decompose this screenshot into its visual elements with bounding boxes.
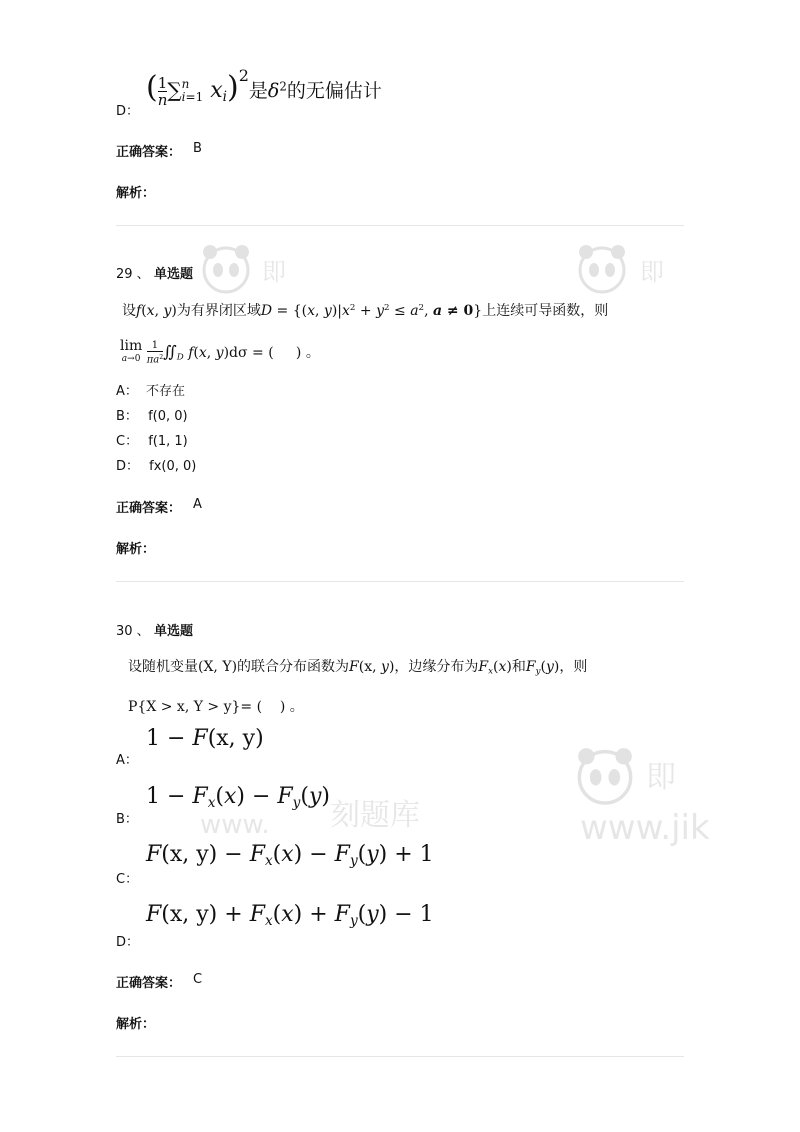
q28-answer-value: B — [193, 141, 202, 156]
q29-stem-line2: lim a→0 $\frac{1}{\pi a^2}$ $∬_D$ f(x, y)dσ = ( ) 。 — [120, 338, 320, 366]
q29-option-b[interactable] — [116, 405, 188, 424]
q30-option-c-formula: F(x, $y) - F_x(x) - F_y(y) + 1$ — [146, 842, 434, 870]
option-label: B： — [116, 409, 138, 424]
q29-type: 单选题 — [154, 267, 194, 282]
q30-answer-value: C — [193, 972, 203, 987]
q28-option-d-label: D： — [116, 104, 140, 119]
q30-answer-label: 正确答案： — [116, 976, 182, 991]
watermark-text-1: 即 — [262, 258, 286, 286]
q28-answer-label: 正确答案： — [116, 145, 182, 160]
option-text: f(1, 1) — [148, 434, 188, 449]
q29-option-c[interactable] — [116, 430, 188, 449]
divider-3 — [116, 1056, 684, 1057]
q29-option-a[interactable] — [116, 380, 185, 399]
q29-stem-line1: 设f(x, y)为有界闭区域D = {(x, $y)|x^2 + y^2 \le a^2$, a ≠ 0}上连续可导函数，则 — [122, 303, 609, 319]
option-label: D： — [116, 459, 140, 474]
q30-option-a-label[interactable]: A： — [116, 753, 138, 768]
watermark-logo-2 — [572, 238, 632, 302]
q29-number: 29 、 — [116, 267, 150, 282]
watermark-url-2: www. — [200, 810, 270, 840]
q30-option-b-label[interactable]: B： — [116, 812, 138, 827]
q30-option-d-formula: F(x, $y) + F_x(x) + F_y(y) - 1$ — [146, 902, 434, 930]
watermark-brand-2: 刻题库 — [330, 798, 420, 833]
divider-1 — [116, 225, 684, 226]
option-text: fx(0, 0) — [149, 459, 197, 474]
q30-number: 30 、 — [116, 624, 150, 639]
watermark-text-2: 即 — [640, 258, 664, 286]
panda-watermark-icon — [572, 238, 632, 298]
watermark-brand: 即 — [646, 760, 676, 795]
q30-stem-line1: 设随机变量(X, Y)的联合分布函数为F(x, y)，边缘分布为$F_x(x)$和$F_y(y)$，则 — [128, 659, 588, 677]
q29-answer-label: 正确答案： — [116, 501, 182, 516]
q30-stem-line2: P{X > x, Y > y}= ( ) 。 — [128, 699, 304, 715]
watermark-logo-1 — [196, 238, 256, 302]
q30-analysis-label: 解析： — [116, 1017, 156, 1032]
q30-option-b-formula: $1 - F_x(x) - F_y(y)$ — [146, 784, 330, 812]
watermark-logo-3 — [570, 740, 640, 814]
q29-answer-value: A — [193, 497, 202, 512]
q28-option-d-formula: ( $\frac{1}{n}$ ∑ n i=1 $x_i)^2$是$\delta^2$的无偏估计 — [146, 66, 382, 109]
option-text: 不存在 — [146, 384, 186, 399]
option-text: f(0, 0) — [148, 409, 188, 424]
divider-2 — [116, 581, 684, 582]
q28-analysis-label: 解析： — [116, 186, 156, 201]
watermark-url: www.jik — [580, 808, 710, 848]
q30-type: 单选题 — [154, 624, 194, 639]
q29-option-d[interactable] — [116, 455, 196, 474]
q30-option-d-label[interactable]: D： — [116, 935, 140, 950]
option-label: C： — [116, 434, 139, 449]
option-label: A： — [116, 384, 138, 399]
q30-option-c-label[interactable]: C： — [116, 872, 139, 887]
q29-analysis-label: 解析： — [116, 542, 156, 557]
panda-watermark-icon — [196, 238, 256, 298]
q30-option-a-formula: 1 − F(x, y) — [146, 726, 264, 751]
panda-watermark-icon — [570, 740, 640, 810]
